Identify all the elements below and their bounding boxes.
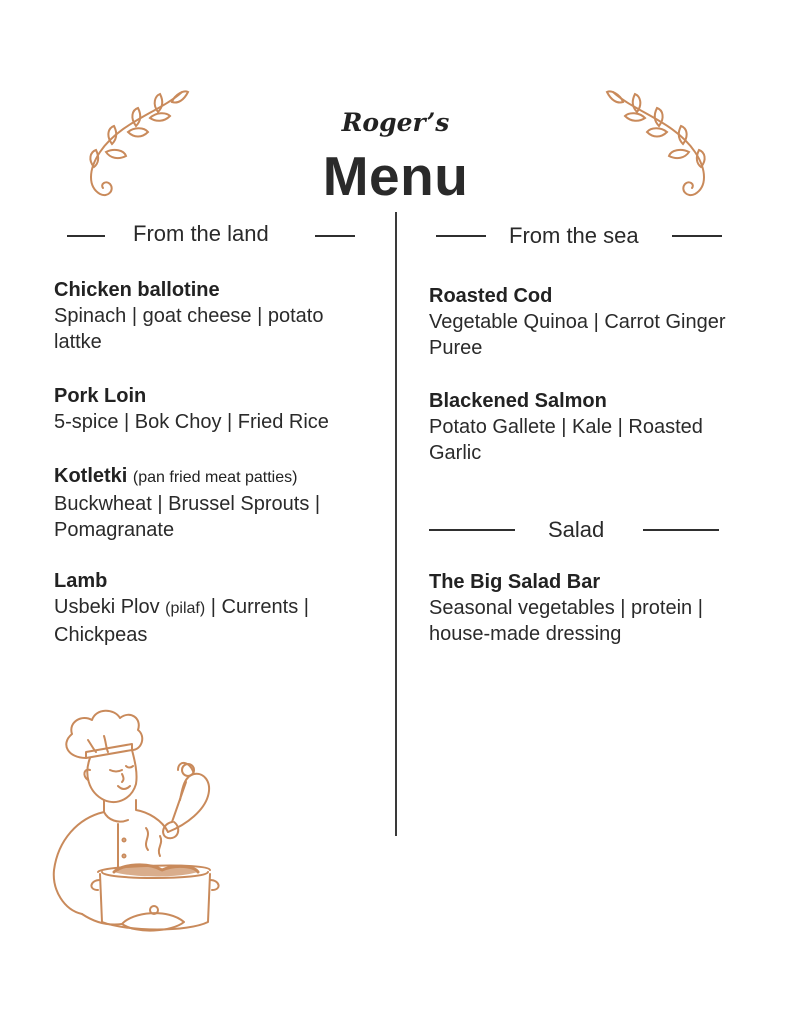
menu-item <box>429 569 749 647</box>
menu-item-name: Roasted Cod <box>429 285 553 307</box>
menu-item-name: Kotletki <box>54 465 128 487</box>
column-divider <box>395 212 397 836</box>
section-rule-right <box>672 235 722 237</box>
chef-cooking-icon <box>38 700 238 955</box>
menu-item-name: Lamb <box>54 570 108 592</box>
section-rule-left <box>436 235 486 237</box>
menu-item <box>429 283 749 361</box>
section-rule-right <box>643 529 719 531</box>
menu-item-name: Pork Loin <box>54 385 147 407</box>
menu-item <box>54 568 374 648</box>
menu-item-description: Vegetable Quinoa | Carrot Ginger Puree <box>429 311 726 359</box>
restaurant-name: Roger’s <box>341 108 450 137</box>
section-rule-left <box>429 529 515 531</box>
page-title: Menu <box>322 145 469 207</box>
section-rule-left <box>67 235 105 237</box>
menu-item-description: 5-spice | Bok Choy | Fried Rice <box>54 411 329 433</box>
menu-item <box>54 383 374 435</box>
menu-item-description-rest: | Currents | Chickpeas <box>54 596 309 646</box>
menu-item-description: Buckwheat | Brussel Sprouts | Pomagranate <box>54 493 321 541</box>
menu-item-name: The Big Salad Bar <box>429 571 601 593</box>
menu-item <box>429 388 749 466</box>
section-rule-right <box>315 235 355 237</box>
section-heading-sea: From the sea <box>509 223 639 248</box>
menu-item-name-row <box>54 463 374 491</box>
menu-item-description: Spinach | goat cheese | potato lattke <box>54 305 324 353</box>
menu-item <box>54 277 374 355</box>
menu-item-description: Seasonal vegetables | protein | house-made dressing <box>429 597 703 645</box>
section-heading-salad: Salad <box>548 517 605 542</box>
menu-item-description-row <box>54 594 374 648</box>
menu-item <box>54 463 374 543</box>
section-heading-land: From the land <box>133 221 269 246</box>
menu-item-description: Usbeki Plov <box>54 596 160 618</box>
menu-item-name: Blackened Salmon <box>429 390 607 412</box>
menu-item-description: Potato Gallete | Kale | Roasted Garlic <box>429 416 703 464</box>
menu-item-note: (pilaf) <box>165 600 206 617</box>
menu-item-name: Chicken ballotine <box>54 279 220 301</box>
menu-item-note: (pan fried meat patties) <box>132 469 298 486</box>
